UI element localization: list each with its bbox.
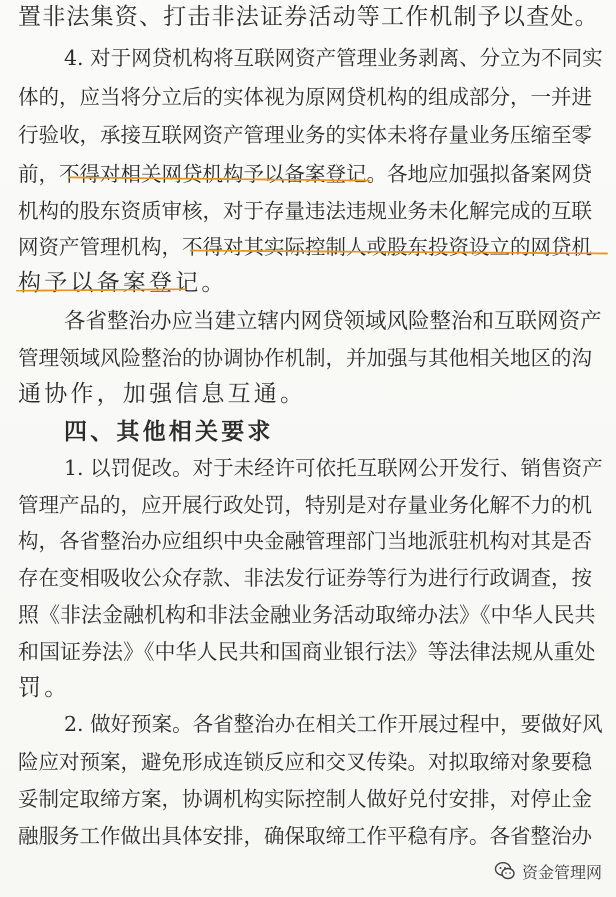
text-line: 罚。 [18,675,71,701]
text-line: 构，各省整治办应组织中央金融管理部门当地派驻机构对其是否 [18,529,592,553]
text-line: 各省整治办应当建立辖内网贷领域风险整治和互联网资产 [64,309,602,334]
wechat-icon [494,860,516,882]
text-line: 管理产品的，应开展行政处罚，特别是对存量业务化解不力的机 [18,493,592,517]
text-line: 和国证券法》《中华人民共和国商业银行法》等法律法规从重处 [18,640,596,664]
text-line: 1. 以罚促改。对于未经许可依托互联网公开发行、销售资产 [64,456,603,480]
text-line: 存在变相吸收公众存款、非法发行证券等行为进行行政调查，按 [18,566,592,590]
text-line: 险应对预案，避免形成连锁反应和交叉传染。对拟取缔对象要稳 [18,750,592,774]
text-line: 构予以备案登记。 [18,270,228,296]
text-line: 前，不得对相关网贷机构予以备案登记。各地应加强拟备案网贷 [18,162,592,186]
watermark-label: 资金管理网 [521,862,602,882]
text-line: 2. 做好预案。各省整治办在相关工作开展过程中，要做好风 [64,712,603,736]
text-line: 妥制定取缔方案，协调机构实际控制人做好兑付安排，对停止金 [18,787,592,811]
text-line: 融服务工作做出具体安排，确保取缔工作平稳有序。各省整治办 [18,824,592,848]
text-line: 置非法集资、打击非法证券活动等工作机制予以查处。 [18,4,599,30]
text-line: 4. 对于网贷机构将互联网资产管理业务剥离、分立为不同实 [64,46,603,70]
text-line: 机构的股东资质审核，对于存量违法违规业务未化解完成的互联 [18,199,592,223]
text-line: 行验收，承接互联网资产管理业务的实体未将存量业务压缩至零 [18,123,592,147]
text-line: 照《非法金融机构和非法金融业务活动取缔办法》《中华人民共 [18,603,596,627]
text-line: 通协作，加强信息互通。 [18,381,307,407]
text-line: 管理领域风险整治的协调协作机制，并加强与其他相关地区的沟 [18,346,592,370]
text-line: 体的，应当将分立后的实体视为原网贷机构的组成部分，一并进 [18,85,592,109]
watermark [494,859,602,883]
section-heading: 四、其他相关要求 [64,419,274,445]
text-line: 网资产管理机构，不得对其实际控制人或股东投资设立的网贷机 [18,235,592,259]
